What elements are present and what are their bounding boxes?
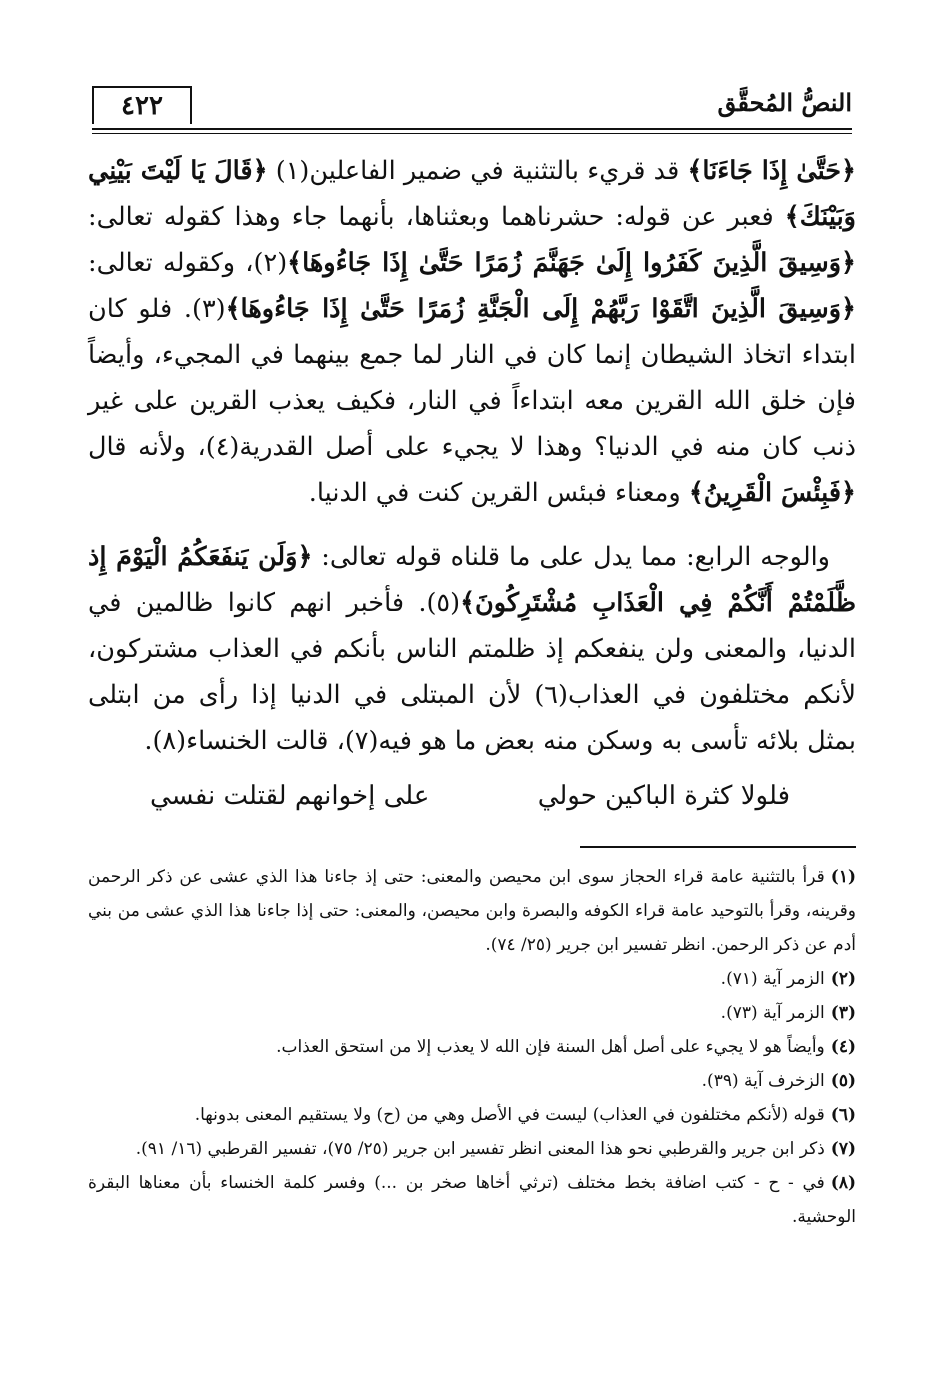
quran-quote: ﴿قَالَ يَا لَيْتَ بَيْنِي وَبَيْنَكَ﴾ bbox=[88, 156, 856, 232]
text-span: ، وكقوله تعالى: bbox=[88, 248, 254, 278]
footnote-separator bbox=[580, 846, 856, 848]
footnote-item bbox=[88, 1166, 856, 1234]
text-span: فعبر عن قوله: حشرناهما وبعثناها، بأنهما جاء وهذا كقوله تعالى: bbox=[88, 202, 785, 232]
footnote-number: (٥) bbox=[830, 1071, 856, 1091]
text-span: ، ولأنه قال bbox=[88, 432, 206, 462]
footnote-item bbox=[88, 1098, 856, 1132]
page-header bbox=[92, 78, 852, 130]
quran-quote: ﴿وَلَن يَنفَعَكُمُ الْيَوْمَ إِذ ظَّلَمْتُمْ أَنَّكُمْ فِي الْعَذَابِ مُشْتَرِكُونَ﴾ bbox=[88, 542, 857, 618]
footnote-item bbox=[88, 1030, 856, 1064]
footnote-number: (٦) bbox=[830, 1105, 856, 1125]
paragraph-1 bbox=[88, 148, 856, 516]
footnote-number: (٢) bbox=[830, 969, 856, 989]
footnote-ref: (٢) bbox=[253, 248, 288, 278]
text-span: ومعناء فبئس القرين كنت في الدنيا. bbox=[308, 478, 689, 508]
footnote-ref: (٧) bbox=[344, 726, 379, 756]
quran-quote: ﴿حَتَّىٰ إِذَا جَاءَنَا﴾ bbox=[687, 156, 856, 186]
footnote-ref: (٦) bbox=[534, 680, 568, 710]
text-span: لأن المبتلى في الدنيا إذا رأى من ابتلى بمثل بلائه تأسى به وسكن منه بعض ما هو فيه bbox=[88, 680, 856, 756]
header-rule-thin bbox=[92, 133, 852, 134]
footnote-text: الزخرف آية (٣٩). bbox=[701, 1071, 825, 1091]
poetry-verse bbox=[150, 776, 790, 816]
text-span: . فأخبر انهم كانوا ظالمين في الدنيا، والمعنى ولن ينفعكم إذ ظلمتم الناس بأنكم في العذاب مشتركون، لأنكم مختلفون في العذاب bbox=[88, 588, 856, 710]
footnote-ref: (٤) bbox=[205, 432, 240, 462]
footnote-ref: (٨) bbox=[152, 726, 187, 756]
footnote-item bbox=[88, 1064, 856, 1098]
text-span bbox=[268, 156, 276, 186]
text-span: . bbox=[144, 726, 153, 756]
footnote-ref: (١) bbox=[275, 156, 310, 186]
footnote-item bbox=[88, 1132, 856, 1166]
footnote-text: الزمر آية (٧١). bbox=[720, 969, 825, 989]
text-span: . فلو كان ابتداء اتخاذ الشيطان إنما كان في النار لما جمع بينهما في المجيء، وأيضاً فإن خلق الله القرين معه ابتداءاً في النار، فكيف يعذب القرين على غير ذنب كان منه في الدنيا؟ وهذا لا يجيء على أصل القدرية bbox=[88, 294, 856, 462]
verse-hemistich-1: فلولا كثرة الباكين حولي bbox=[537, 781, 790, 811]
footnote-text: قرأ بالتثنية عامة قراء الحجاز سوى ابن محيصن والمعنى: حتى إذ جاءنا هذا الذي عشى عن ذكر الرحمن وقرينه، وقرأ بالتوحيد عامة قراء الكوفه والبصرة وابن محيصن، والمعنى: حتى إذا جاءنا هذا الذي عشى من بني أدم عن ذكر الرحمن. انظر تفسير ابن جرير (٢٥/ ٧٤). bbox=[88, 867, 856, 955]
footnotes bbox=[88, 860, 856, 1234]
page-number: ٤٢٢ bbox=[92, 86, 192, 124]
footnote-ref: (٥) bbox=[426, 588, 461, 618]
header-rule bbox=[92, 128, 852, 130]
footnote-number: (٧) bbox=[830, 1139, 856, 1159]
footnote-number: (١) bbox=[830, 867, 856, 887]
footnote-number: (٣) bbox=[830, 1003, 856, 1023]
verse-hemistich-2: على إخوانهم لقتلت نفسي bbox=[150, 781, 430, 811]
footnote-number: (٤) bbox=[830, 1037, 856, 1057]
main-text bbox=[88, 148, 856, 764]
paragraph-2 bbox=[88, 534, 856, 764]
footnote-ref: (٣) bbox=[192, 294, 226, 324]
footnote-item bbox=[88, 996, 856, 1030]
quran-quote: ﴿فَبِئْسَ الْقَرِينُ﴾ bbox=[688, 478, 856, 508]
footnote-number: (٨) bbox=[830, 1173, 856, 1193]
footnote-item bbox=[88, 860, 856, 962]
footnote-text: في - ح - كتب اضافة بخط مختلف (ترثي أخاها صخر بن ...) وفسر كلمة الخنساء بأن معناها البقرة الوحشية. bbox=[88, 1173, 856, 1227]
footnote-text: قوله (لأنكم مختلفون في العذاب) ليست في الأصل وهي من (ح) ولا يستقيم المعنى بدونها. bbox=[194, 1105, 825, 1125]
quran-quote: ﴿وَسِيقَ الَّذِينَ كَفَرُوا إِلَىٰ جَهَنَّمَ زُمَرًا حَتَّىٰ إِذَا جَاءُوهَا﴾ bbox=[287, 248, 856, 278]
text-span: ، قالت الخنساء bbox=[186, 726, 345, 756]
running-title: النصُّ المُحقَّق bbox=[717, 88, 852, 117]
footnote-text: الزمر آية (٧٣). bbox=[720, 1003, 825, 1023]
footnote-text: وأيضاً هو لا يجيء على أصل أهل السنة فإن الله لا يعذب إلا من استحق العذاب. bbox=[276, 1037, 825, 1057]
footnote-text: ذكر ابن جرير والقرطبي نحو هذا المعنى انظر تفسير ابن جرير (٢٥/ ٧٥)، تفسير القرطبي (١٦/ ٩١). bbox=[135, 1139, 825, 1159]
text-span: قد قريء بالتثنية في ضمير الفاعلين bbox=[309, 156, 688, 186]
footnote-item bbox=[88, 962, 856, 996]
text-span: والوجه الرابع: مما يدل على ما قلناه قوله تعالى: bbox=[312, 542, 831, 572]
quran-quote: ﴿وَسِيقَ الَّذِينَ اتَّقَوْا رَبَّهُمْ إِلَى الْجَنَّةِ زُمَرًا حَتَّىٰ إِذَا جَاءُوهَا﴾ bbox=[225, 294, 857, 324]
